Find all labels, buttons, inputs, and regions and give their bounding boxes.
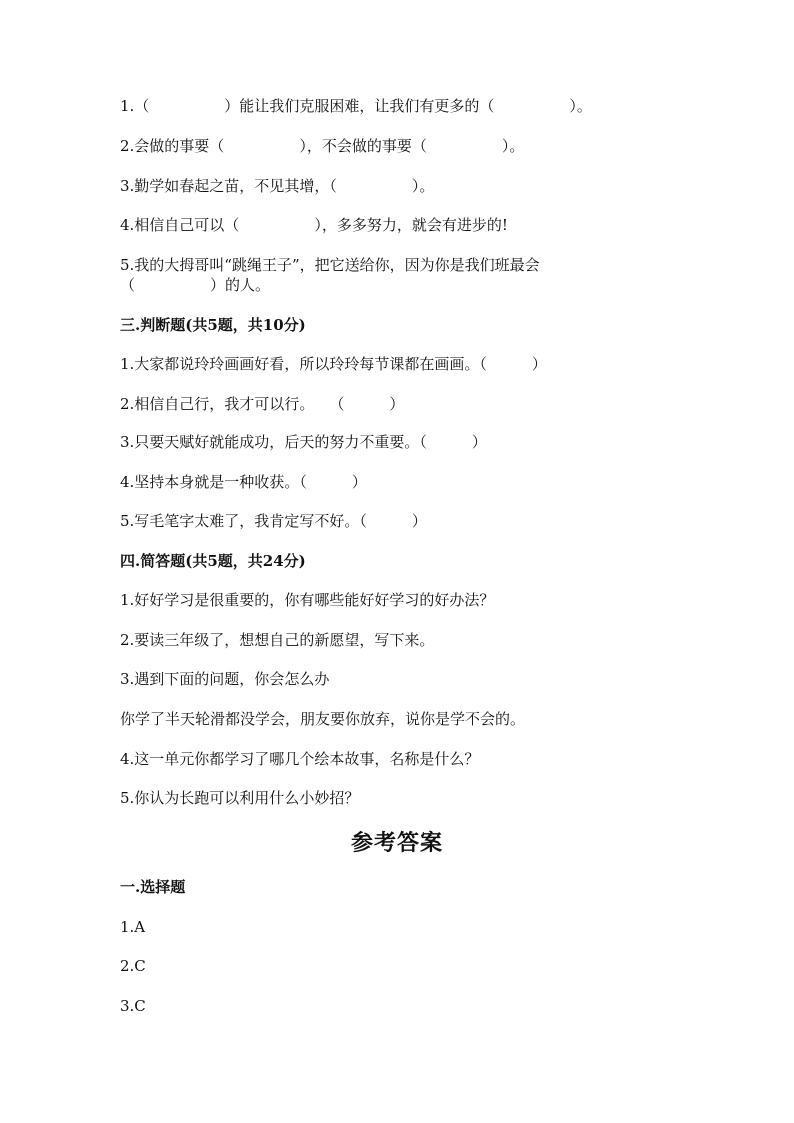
judge-question-2: 2.相信自己行，我才可以行。 （ ） <box>120 395 405 413</box>
short-answer-question-3: 3.遇到下面的问题，你会怎么办 <box>120 670 330 688</box>
answer-item-2: 2.C <box>120 957 146 975</box>
short-answer-question-5: 5.你认为长跑可以利用什么小妙招？ <box>120 789 360 807</box>
short-answer-question-4: 4.这一单元你都学习了哪几个绘本故事，名称是什么？ <box>120 750 480 768</box>
answer-item-1: 1.A <box>120 918 146 936</box>
fill-blank-question-3: 3.勤学如春起之苗，不见其增，（ ）。 <box>120 177 435 195</box>
judge-section-heading: 三.判断题(共5题，共10分) <box>120 316 306 334</box>
judge-question-1: 1.大家都说玲玲画画好看，所以玲玲每节课都在画画。（ ） <box>120 355 547 373</box>
short-answer-section-heading: 四.简答题(共5题，共24分) <box>120 552 306 570</box>
fill-blank-question-4: 4.相信自己可以（ ），多多努力，就会有进步的! <box>120 216 508 234</box>
judge-question-5: 5.写毛笔字太难了，我肯定写不好。（ ） <box>120 512 427 530</box>
fill-blank-question-5-continued: （ ）的人。 <box>120 276 271 294</box>
answer-section-heading: 一.选择题 <box>120 878 186 896</box>
short-answer-question-1: 1.好好学习是很重要的，你有哪些能好好学习的好办法？ <box>120 591 495 609</box>
fill-blank-question-2: 2.会做的事要（ ），不会做的事要（ ）。 <box>120 137 525 155</box>
short-answer-question-3-scenario: 你学了半天轮滑都没学会，朋友要你放弃，说你是学不会的。 <box>120 710 526 728</box>
judge-question-4: 4.坚持本身就是一种收获。（ ） <box>120 473 367 491</box>
answer-key-title: 参考答案 <box>350 830 443 856</box>
fill-blank-question-5: 5.我的大拇哥叫“跳绳王子”，把它送给你，因为你是我们班最会 <box>120 256 540 274</box>
fill-blank-question-1: 1.（ ）能让我们克服困难，让我们有更多的（ ）。 <box>120 97 592 115</box>
short-answer-question-2: 2.要读三年级了，想想自己的新愿望，写下来。 <box>120 631 435 649</box>
judge-question-3: 3.只要天赋好就能成功，后天的努力不重要。（ ） <box>120 433 487 451</box>
answer-item-3: 3.C <box>120 997 146 1015</box>
